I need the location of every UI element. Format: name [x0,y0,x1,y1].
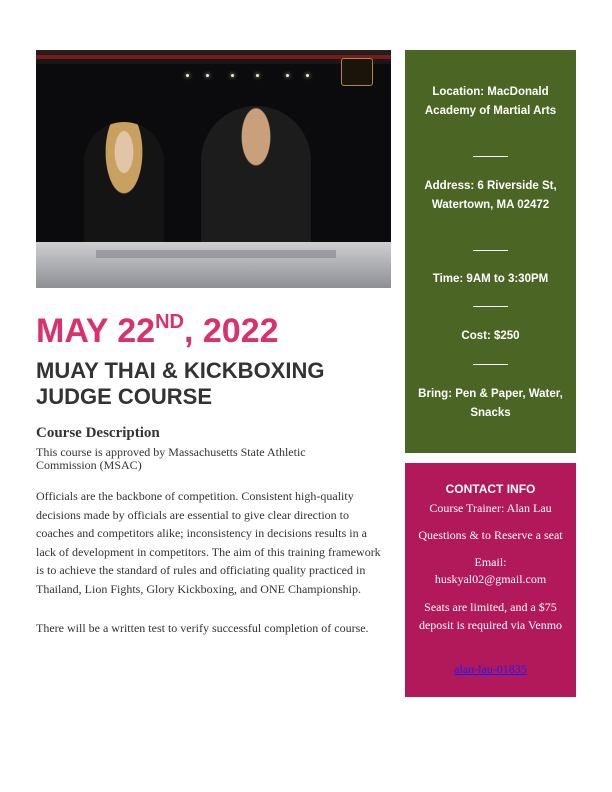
info-time: Time: 9AM to 3:30PM [432,273,549,285]
description-body: Officials are the backbone of competition. Consistent high-quality decisions made by officials are essential to give clear direction to coaches and competitors alike; inconsistency in decisions results in a lack of development in competitors. The aim of this training framework is to achieve the standard of rules and officiating quality practiced in Thailand, Lion Fights, Glory Kickboxing, and ONE Championship. [36,489,381,596]
course-title-line2: JUDGE COURSE [36,384,213,409]
description-intro: This course is approved by Massachusetts State Athletic Commission (MSAC) [36,445,306,472]
contact-reserve: Questions & to Reserve a seat [418,528,563,542]
judge-man [201,106,311,246]
date-year: , 2022 [183,312,279,350]
info-separator [473,364,508,365]
event-info-box [405,50,576,453]
info-separator [473,306,508,307]
info-separator [473,156,508,157]
info-address: Address: 6 Riverside St, Watertown, MA 02472 [424,180,557,211]
event-photo [36,50,391,288]
event-date [36,313,279,350]
date-main: MAY 22 [36,312,156,350]
ring-rope-red [36,55,391,59]
info-cost: Cost: $250 [461,330,520,342]
description-test-note: There will be a written test to verify successful completion of course. [36,621,369,635]
course-title [36,358,324,410]
info-location: Location: MacDonald Academy of Martial Arts [424,86,557,117]
ring-apron-graphic [96,250,336,258]
description-heading: Course Description [36,425,160,441]
promotion-logo [341,58,373,86]
contact-trainer: Course Trainer: Alan Lau [429,501,552,515]
ring-apron [36,242,391,288]
venmo-link[interactable]: alan-lau-01835 [454,662,527,676]
date-suffix: ND [155,311,184,333]
info-bring: Bring: Pen & Paper, Water, Snacks [418,388,563,419]
judge-woman [84,122,164,242]
course-title-line1: MUAY THAI & KICKBOXING [36,358,325,383]
info-separator [473,250,508,251]
contact-email: huskyal02@gmail.com [434,572,547,586]
contact-email-label: Email: [474,555,507,569]
contact-seats-note: Seats are limited, and a $75 deposit is required via Venmo [418,600,563,632]
contact-venmo [411,660,570,678]
contact-heading: CONTACT INFO [445,482,536,496]
contact-info-box [405,463,576,697]
